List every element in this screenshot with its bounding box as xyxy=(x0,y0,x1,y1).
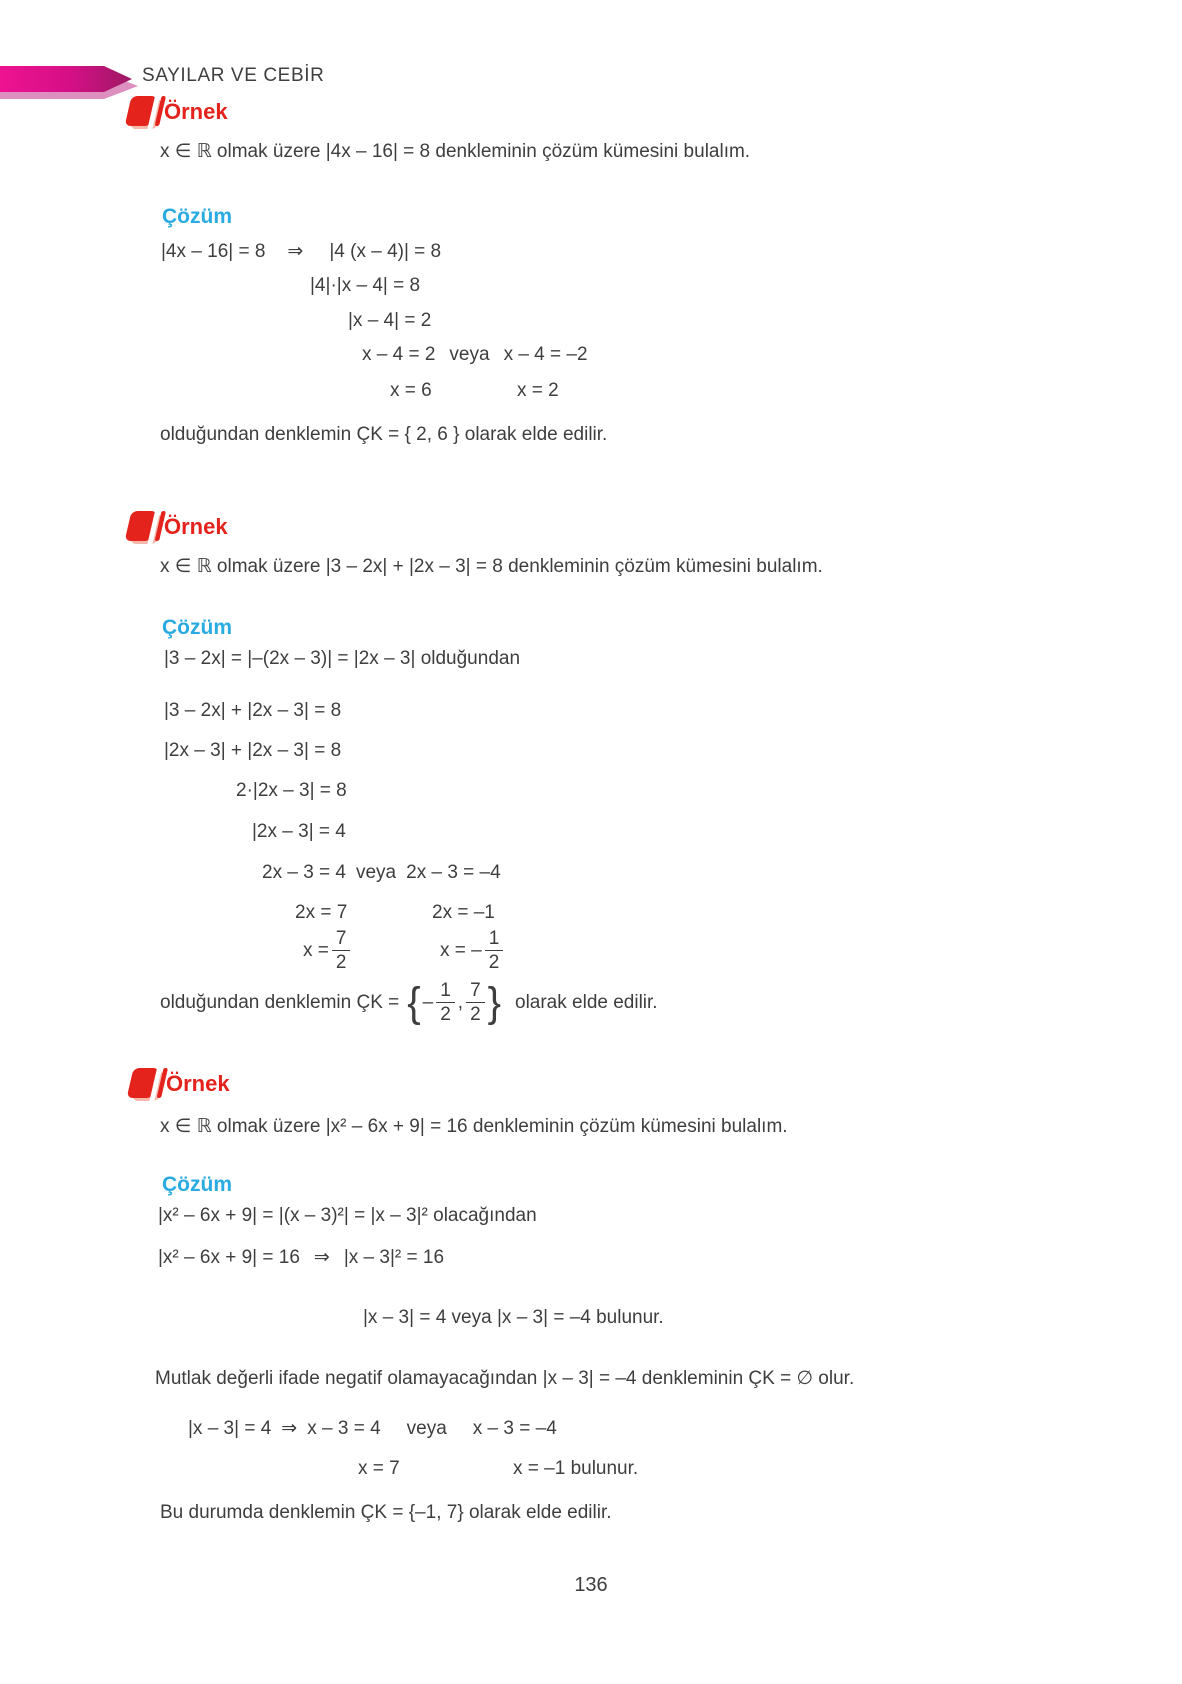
example-3-label: Örnek xyxy=(166,1071,230,1096)
example-1-statement: x ∈ ℝ olmak üzere |4x – 16| = 8 denkleminin çözüm kümesini bulalım. xyxy=(160,141,751,162)
implies-icon: ⇒ xyxy=(287,241,304,262)
eq3-line5-right: x – 3 = –4 xyxy=(472,1418,557,1439)
fraction xyxy=(436,980,455,1026)
eq1-line1-left: |4x – 16| = 8 xyxy=(161,241,266,262)
fraction-denominator: 2 xyxy=(440,1004,451,1026)
eq2-line6-or: veya xyxy=(355,862,397,883)
eq2-line3: |2x – 3| + |2x – 3| = 8 xyxy=(164,740,342,761)
banner-main-shape xyxy=(0,66,132,92)
fraction-numerator: 7 xyxy=(332,928,351,951)
fraction-denominator: 2 xyxy=(488,952,500,974)
solution-2-label: Çözüm xyxy=(162,616,232,639)
eq1-line4-left: x – 4 = 2 xyxy=(362,344,436,365)
eq1-line5-left: x = 6 xyxy=(390,380,432,401)
eq1-line2: |4|·|x – 4| = 8 xyxy=(310,275,421,296)
eq1-line4-right: x – 4 = –2 xyxy=(503,344,588,365)
example-1-label: Örnek xyxy=(164,99,228,124)
left-brace: { xyxy=(407,979,421,1026)
eq1-line5-right: x = 2 xyxy=(517,380,559,401)
eq2-line7-left: 2x = 7 xyxy=(295,902,348,923)
eq3-line6-right: x = –1 bulunur. xyxy=(513,1458,639,1479)
example-badge-icon xyxy=(124,1066,170,1104)
eq2-line5: |2x – 3| = 4 xyxy=(252,821,346,842)
conclusion-2-post: olarak elde edilir. xyxy=(515,991,658,1013)
solution-3-label: Çözüm xyxy=(162,1173,232,1196)
example-badge-icon xyxy=(122,94,168,132)
fraction xyxy=(466,980,485,1026)
conclusion-2-pre: olduğundan denklemin ÇK = xyxy=(160,991,400,1013)
example-3-statement: x ∈ ℝ olmak üzere |x² – 6x + 9| = 16 denkleminin çözüm kümesini bulalım. xyxy=(160,1116,788,1137)
eq1-line4-or: veya xyxy=(449,344,490,365)
eq3-line5-mid: x – 3 = 4 xyxy=(307,1418,381,1439)
eq3-line2 xyxy=(158,1246,444,1270)
fraction xyxy=(332,928,351,974)
eq3-line2-left: |x² – 6x + 9| = 16 xyxy=(158,1247,300,1268)
example-2-conclusion xyxy=(160,980,658,1026)
eq2-line6 xyxy=(262,861,501,885)
eq1-line1-right: |4 (x – 4)| = 8 xyxy=(329,241,442,262)
page-number: 136 xyxy=(574,1574,608,1596)
solution-1-label: Çözüm xyxy=(162,205,232,228)
fraction-numerator: 7 xyxy=(466,980,485,1003)
eq2-line8-right-pre: x = – xyxy=(440,939,482,961)
example-badge-icon xyxy=(122,509,168,547)
eq2-line8-left-pre: x = xyxy=(303,939,329,961)
set-minus-sign: – xyxy=(422,991,434,1013)
eq3-line5 xyxy=(188,1417,557,1441)
eq2-line2: |3 – 2x| + |2x – 3| = 8 xyxy=(164,700,342,721)
eq2-line7-right: 2x = –1 xyxy=(432,902,495,923)
fraction-numerator: 1 xyxy=(436,980,455,1003)
eq3-line6-left: x = 7 xyxy=(358,1458,400,1479)
right-brace: } xyxy=(487,979,501,1026)
fraction-denominator: 2 xyxy=(470,1004,481,1026)
example-2-statement: x ∈ ℝ olmak üzere |3 – 2x| + |2x – 3| = 8 denkleminin çözüm kümesini bulalım. xyxy=(160,556,823,577)
eq3-line5-or: veya xyxy=(406,1418,447,1439)
eq1-line1 xyxy=(161,240,441,264)
example-1-conclusion: olduğundan denklemin ÇK = { 2, 6 } olarak elde edilir. xyxy=(160,424,608,445)
eq1-line3: |x – 4| = 2 xyxy=(348,310,432,331)
eq3-line1: |x² – 6x + 9| = |(x – 3)²| = |x – 3|² olacağından xyxy=(158,1205,537,1226)
set-comma: , xyxy=(457,991,464,1013)
eq3-line5-left: |x – 3| = 4 xyxy=(188,1418,272,1439)
eq2-line8-right xyxy=(440,928,506,974)
eq2-line6-right: 2x – 3 = –4 xyxy=(406,862,501,883)
fraction-denominator: 2 xyxy=(335,952,347,974)
eq2-line4: 2·|2x – 3| = 8 xyxy=(236,780,347,801)
implies-icon: ⇒ xyxy=(313,1247,330,1268)
eq3-line2-right: |x – 3|² = 16 xyxy=(343,1247,445,1268)
example-2-label: Örnek xyxy=(164,514,228,539)
fraction xyxy=(485,928,504,974)
chapter-title: SAYILAR VE CEBİR xyxy=(142,65,325,86)
implies-icon: ⇒ xyxy=(281,1418,298,1439)
eq3-line3: |x – 3| = 4 veya |x – 3| = –4 bulunur. xyxy=(363,1307,664,1328)
eq2-line6-left: 2x – 3 = 4 xyxy=(262,862,346,883)
eq2-line8-left xyxy=(303,928,353,974)
eq2-line1: |3 – 2x| = |–(2x – 3)| = |2x – 3| olduğundan xyxy=(164,648,521,669)
eq3-line4: Mutlak değerli ifade negatif olamayacağından |x – 3| = –4 denkleminin ÇK = ∅ olur. xyxy=(155,1368,855,1389)
example-3-conclusion: Bu durumda denklemin ÇK = {–1, 7} olarak elde edilir. xyxy=(160,1502,612,1523)
fraction-numerator: 1 xyxy=(485,928,504,951)
eq1-line4 xyxy=(362,343,588,367)
